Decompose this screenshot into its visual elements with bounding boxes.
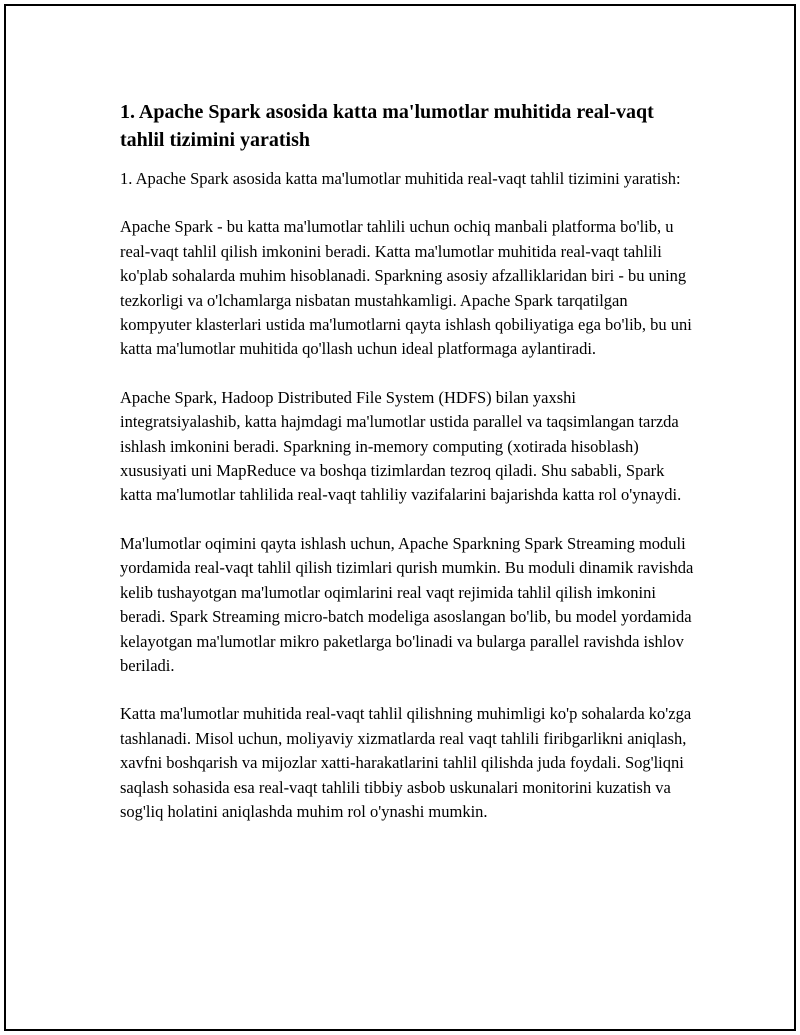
paragraph-intro: 1. Apache Spark asosida katta ma'lumotlar muhitida real-vaqt tahlil tizimini yaratish: xyxy=(120,169,681,188)
page-frame xyxy=(4,4,796,1031)
paragraph-spark-streaming: Ma'lumotlar oqimini qayta ishlash uchun, Apache Sparkning Spark Streaming moduli yordamida real-vaqt tahlil qilish tizimlari qurish mumkin. Bu moduli dinamik ravishda kelib tushayotgan ma'lumotlar oqimlarini real vaqt rejimida tahlil qilish imkonini beradi. Spark Streaming micro-batch modeliga asoslangan bo'lib, bu model yordamida kelayotgan ma'lumotlar mikro paketlarga bo'linadi va bularga parallel ravishda ishlov beriladi. xyxy=(120,533,694,675)
paragraph-spark-overview: Apache Spark - bu katta ma'lumotlar tahlili uchun ochiq manbali platforma bo'lib, u real-vaqt tahlil qilish imkonini beradi. Katta ma'lumotlar muhitida real-vaqt tahlili ko'plab sohalarda muhim hisoblanadi. Sparkning asosiy afzalliklaridan biri - bu uning tezkorligi va o'lchamlarga nisbatan mustahkamligi. Apache Spark tarqatilgan kompyuter klasterlari ustida ma'lumotlarni qayta ishlash qobiliyatiga ega bo'lib, bu uni katta ma'lumotlar muhitida qo'llash uchun ideal platformaga aylantiradi. xyxy=(120,217,692,359)
paragraph-importance: Katta ma'lumotlar muhitida real-vaqt tahlil qilishning muhimligi ko'p sohalarda ko'zga tashlanadi. Misol uchun, moliyaviy xizmatlarda real vaqt tahlili firibgarlikni aniqlash, xavfni boshqarish va mijozlar xatti-harakatlarini tahlil qilishda juda foydali. Sog'liqni saqlash sohasida esa real-vaqt tahlili tibbiy asbob uskunalari monitorini kuzatish va sog'liq holatini aniqlashda muhim rol o'ynashi mumkin. xyxy=(120,704,692,821)
document-heading: 1. Apache Spark asosida katta ma'lumotlar muhitida real-vaqt tahlil tizimini yaratish xyxy=(120,101,654,151)
document-body xyxy=(120,98,700,848)
paragraph-hdfs-integration: Apache Spark, Hadoop Distributed File System (HDFS) bilan yaxshi integratsiyalashib, katta hajmdagi ma'lumotlar ustida parallel va taqsimlangan tarzda ishlash imkonini beradi. Sparkning in-memory computing (xotirada hisoblash) xususiyati uni MapReduce va boshqa tizimlardan tezroq qiladi. Shu sababli, Spark katta ma'lumotlar tahlilida real-vaqt tahliliy vazifalarini bajarishda katta rol o'ynaydi. xyxy=(120,387,682,505)
